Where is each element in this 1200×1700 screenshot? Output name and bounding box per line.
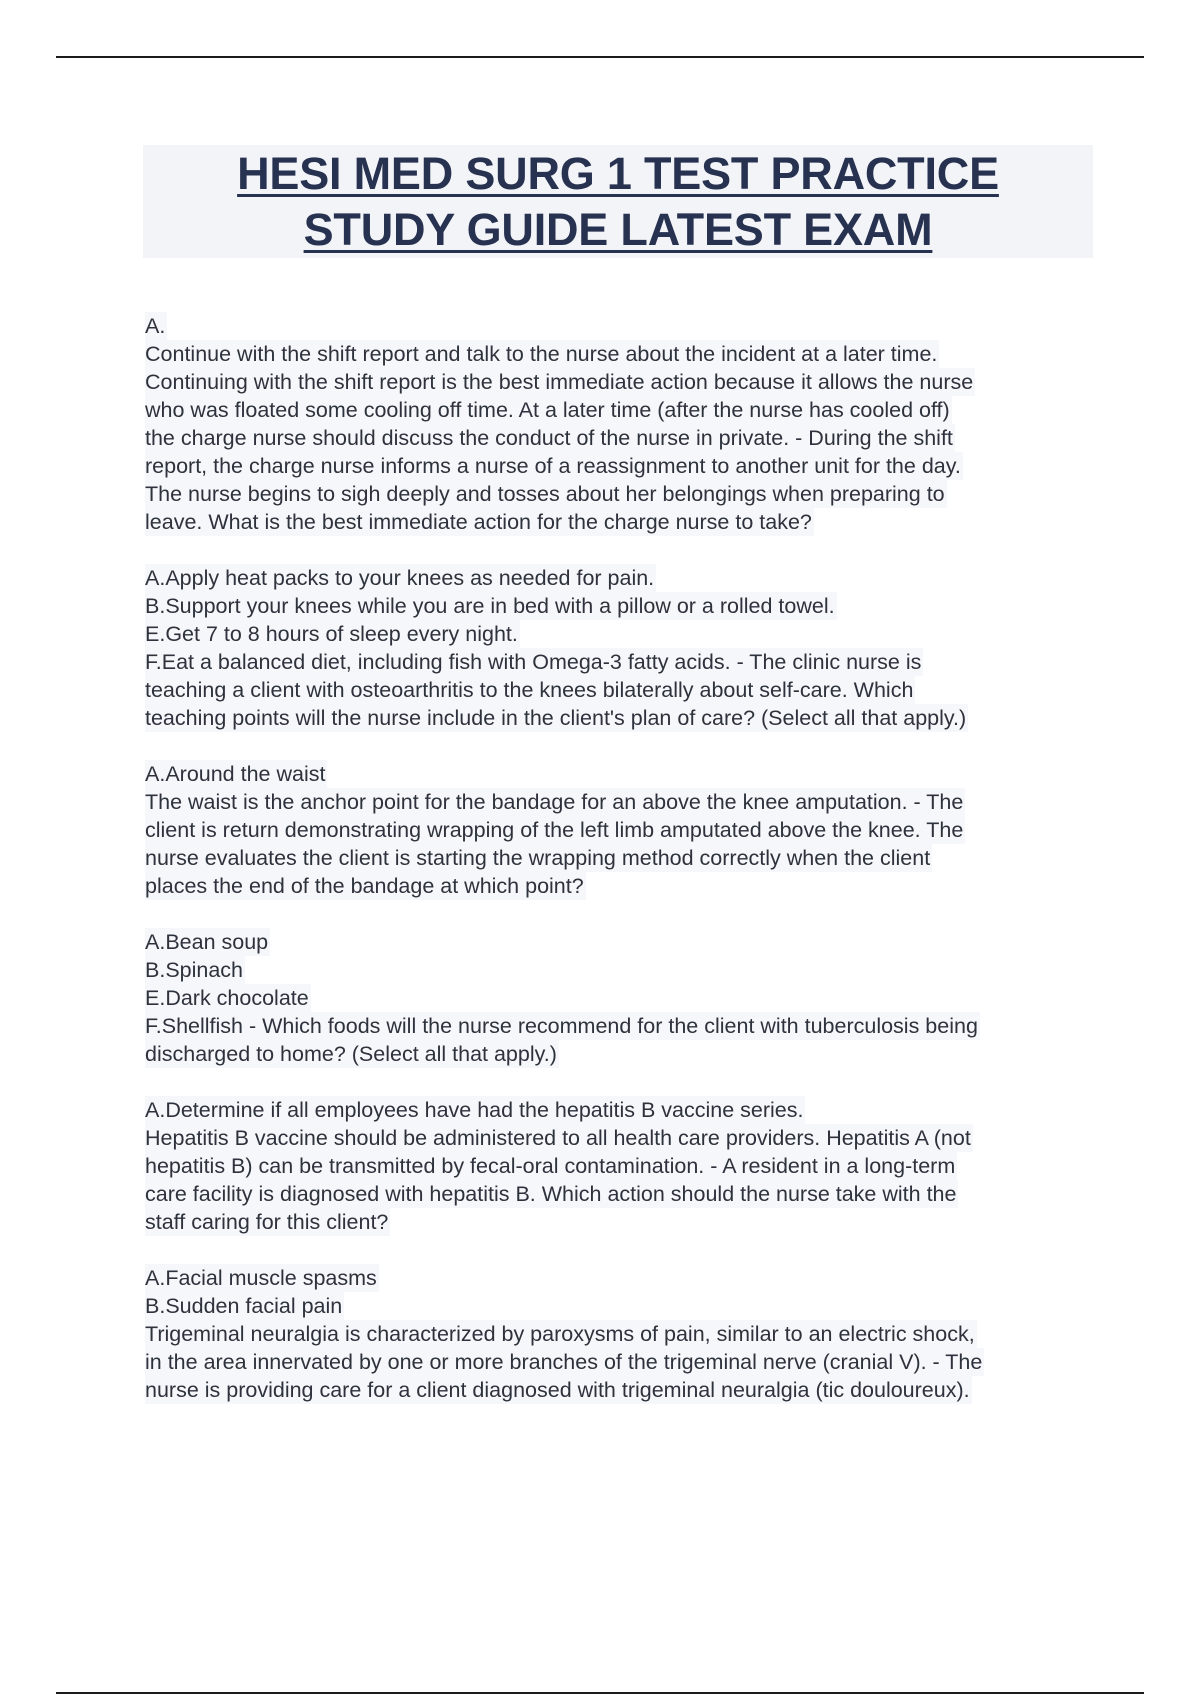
text-line: E.Get 7 to 8 hours of sleep every night. <box>145 622 518 646</box>
text-line: care facility is diagnosed with hepatitis B. Which action should the nurse take with the <box>145 1182 957 1206</box>
title-line-2: STUDY GUIDE LATEST EXAM <box>303 203 933 255</box>
text-line: places the end of the bandage at which point? <box>145 874 584 898</box>
text-line: B.Sudden facial pain <box>145 1294 343 1318</box>
qa-block <box>145 1264 1105 1404</box>
text-line: in the area innervated by one or more branches of the trigeminal nerve (cranial V). - The <box>145 1350 983 1374</box>
title-line-1: HESI MED SURG 1 TEST PRACTICE <box>237 147 999 199</box>
text-line: discharged to home? (Select all that apply.) <box>145 1042 557 1066</box>
qa-block <box>145 928 1105 1068</box>
text-line: The nurse begins to sigh deeply and tosses about her belongings when preparing to <box>145 482 945 506</box>
bottom-divider <box>56 1692 1144 1694</box>
text-line: A.Around the waist <box>145 762 326 786</box>
text-line: staff caring for this client? <box>145 1210 389 1234</box>
text-line: hepatitis B) can be transmitted by fecal-oral contamination. - A resident in a long-term <box>145 1154 956 1178</box>
text-line: The waist is the anchor point for the bandage for an above the knee amputation. - The <box>145 790 964 814</box>
text-line: nurse is providing care for a client diagnosed with trigeminal neuralgia (tic douloureux). <box>145 1378 970 1402</box>
text-line: teaching points will the nurse include in the client's plan of care? (Select all that apply.) <box>145 706 967 730</box>
qa-block <box>145 1096 1105 1236</box>
text-line: B.Support your knees while you are in bed with a pillow or a rolled towel. <box>145 594 835 618</box>
text-line: A.Determine if all employees have had the hepatitis B vaccine series. <box>145 1098 804 1122</box>
text-line: E.Dark chocolate <box>145 986 309 1010</box>
text-line: B.Spinach <box>145 958 244 982</box>
text-line: Trigeminal neuralgia is characterized by paroxysms of pain, similar to an electric shock, <box>145 1322 975 1346</box>
text-line: report, the charge nurse informs a nurse of a reassignment to another unit for the day. <box>145 454 961 478</box>
text-line: F.Shellfish - Which foods will the nurse recommend for the client with tuberculosis being <box>145 1014 978 1038</box>
text-line: teaching a client with osteoarthritis to the knees bilaterally about self-care. Which <box>145 678 914 702</box>
top-divider <box>56 56 1144 58</box>
qa-block <box>145 760 1105 900</box>
qa-block <box>145 564 1105 732</box>
text-line: client is return demonstrating wrapping of the left limb amputated above the knee. The <box>145 818 964 842</box>
document-body <box>145 312 1105 1432</box>
text-line: nurse evaluates the client is starting the wrapping method correctly when the client <box>145 846 931 870</box>
text-line: A. <box>145 314 166 338</box>
text-line: A.Bean soup <box>145 930 269 954</box>
text-line: who was floated some cooling off time. At a later time (after the nurse has cooled off) <box>145 398 950 422</box>
qa-block <box>145 312 1105 536</box>
text-line: Continuing with the shift report is the best immediate action because it allows the nurse <box>145 370 974 394</box>
text-line: Hepatitis B vaccine should be administered to all health care providers. Hepatitis A (not <box>145 1126 971 1150</box>
document-title <box>143 145 1093 258</box>
text-line: A.Apply heat packs to your knees as needed for pain. <box>145 566 655 590</box>
text-line: Continue with the shift report and talk to the nurse about the incident at a later time. <box>145 342 938 366</box>
text-line: A.Facial muscle spasms <box>145 1266 377 1290</box>
text-line: the charge nurse should discuss the conduct of the nurse in private. - During the shift <box>145 426 953 450</box>
text-line: F.Eat a balanced diet, including fish with Omega-3 fatty acids. - The clinic nurse is <box>145 650 922 674</box>
text-line: leave. What is the best immediate action for the charge nurse to take? <box>145 510 812 534</box>
